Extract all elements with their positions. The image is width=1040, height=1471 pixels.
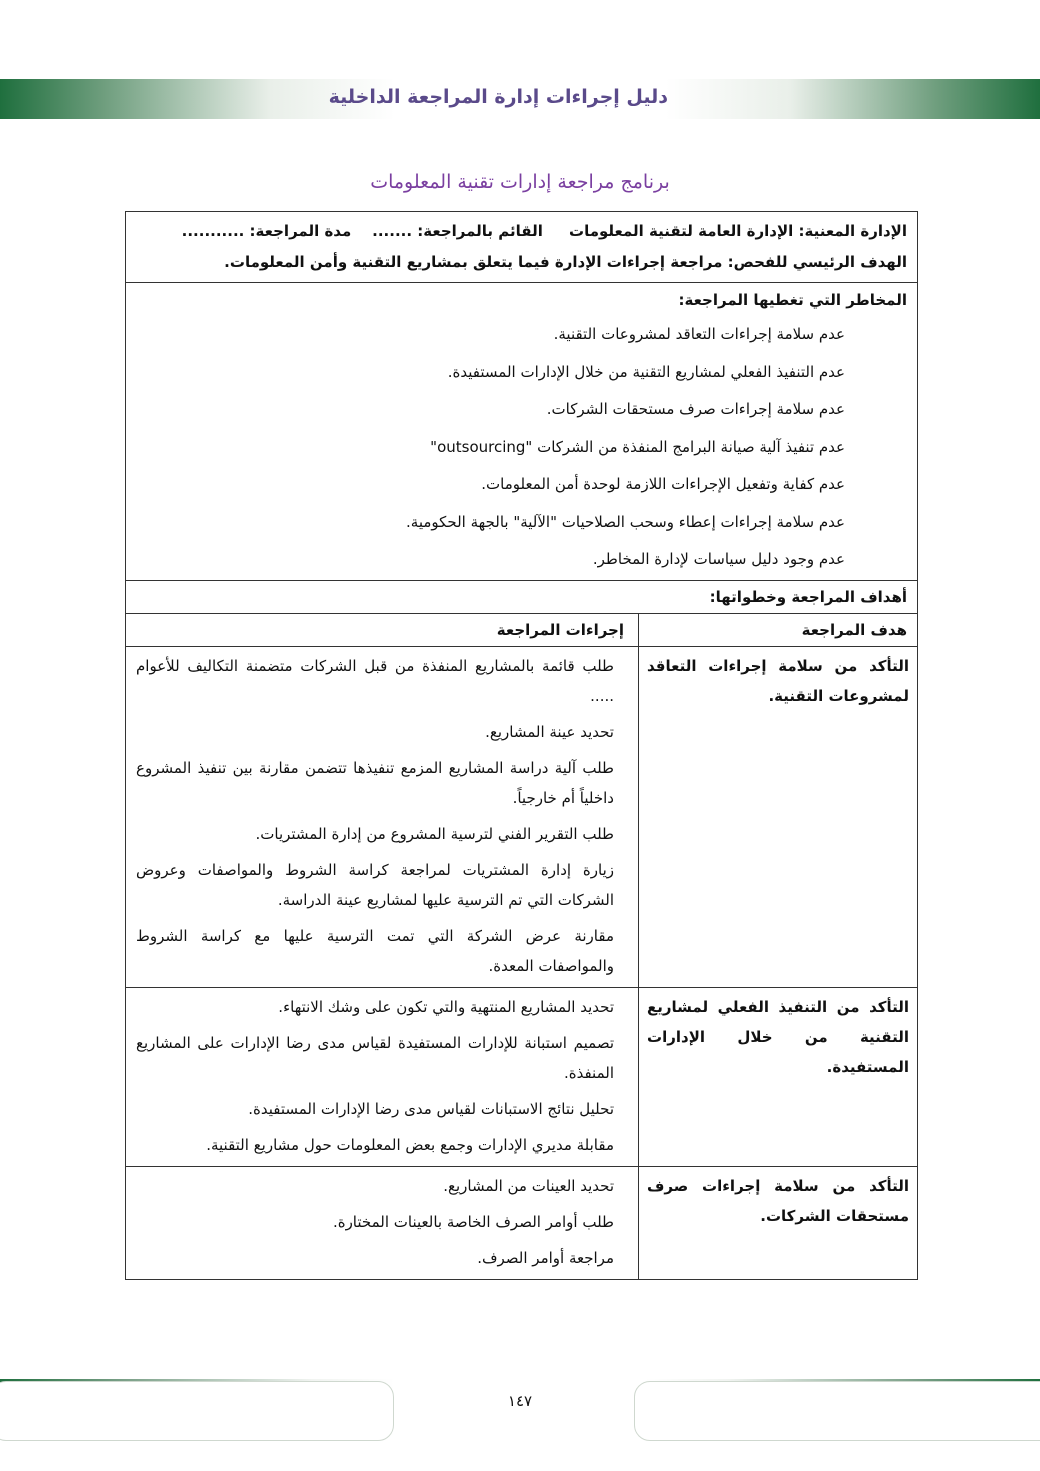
- risk-item: عدم التنفيذ الفعلي لمشاريع التقنية من خلال الإدارات المستفيدة.: [447, 362, 845, 381]
- procedure-item: طلب قائمة بالمشاريع المنفذة من قبل الشركات متضمنة التكاليف للأعوام .....: [136, 656, 614, 705]
- info-row: [126, 212, 918, 283]
- risk-item: عدم تنفيذ آلية صيانة البرامج المنفذة من الشركات "outsourcing": [430, 437, 845, 456]
- column-header-objective: هدف المراجعة: [639, 613, 918, 646]
- procedure-item: طلب التقرير الفني لترسية المشروع من إدارة المشتريات.: [255, 824, 614, 843]
- procedure-item: مقابلة مديري الإدارات وجمع بعض المعلومات حول مشاريع التقنية.: [206, 1135, 614, 1154]
- risk-item: عدم وجود دليل سياسات لإدارة المخاطر.: [592, 550, 845, 568]
- risk-item: عدم سلامة إجراءات صرف مستحقات الشركات.: [546, 400, 845, 418]
- procedures-cell: [126, 987, 639, 1166]
- audit-program-table: [125, 211, 918, 1280]
- objective-row: [126, 987, 918, 1166]
- risk-item: عدم سلامة إجراءات إعطاء وسحب الصلاحيات "الآلية" بالجهة الحكومية.: [406, 512, 845, 531]
- procedure-item: مقارنة عرض الشركة التي تمت الترسية عليها مع كراسة الشروط والمواصفات المعدة.: [136, 926, 614, 975]
- objective-row: [126, 646, 918, 987]
- objectives-title: أهداف المراجعة وخطواتها:: [126, 580, 918, 613]
- header-title: دليل إجراءات إدارة المراجعة الداخلية: [328, 86, 668, 108]
- procedure-item: زيارة إدارة المشتريات لمراجعة كراسة الشروط والمواصفات وعروض الشركات التي تم الترسية عليها لمشاريع عينة الدراسة.: [136, 860, 614, 909]
- risk-item: عدم سلامة إجراءات التعاقد لمشروعات التقنية.: [553, 325, 845, 343]
- column-header-procedures: إجراءات المراجعة: [126, 613, 639, 646]
- procedures-cell: [126, 646, 639, 987]
- procedure-item: مراجعة أوامر الصرف.: [477, 1248, 614, 1267]
- objective-row: [126, 1166, 918, 1279]
- procedure-item: تحليل نتائج الاستبانات لقياس مدى رضا الإدارات المستفيدة.: [248, 1099, 614, 1118]
- risks-cell: [126, 283, 918, 581]
- procedure-item: طلب أوامر الصرف الخاصة بالعينات المختارة.: [332, 1212, 614, 1231]
- page-title: برنامج مراجعة إدارات تقنية المعلومات: [370, 171, 670, 193]
- objective-cell: التأكد من سلامة إجراءات التعاقد لمشروعات التقنية.: [639, 646, 918, 987]
- page-number: ١٤٧: [507, 1392, 533, 1410]
- info-line-1: الإدارة المعنية: الإدارة العامة لتقنية المعلومات القائم بالمراجعة: ....... مدة المراجعة: ...........: [181, 222, 907, 240]
- column-header-row: [126, 613, 918, 646]
- risk-item: عدم كفاية وتفعيل الإجراءات اللازمة لوحدة أمن المعلومات.: [481, 475, 845, 493]
- info-line-2: الهدف الرئيسي للفحص: مراجعة إجراءات الإدارة فيما يتعلق بمشاريع التقنية وأمن المعلومات.: [224, 253, 907, 271]
- procedure-item: تحديد عينة المشاريع.: [485, 722, 614, 741]
- procedure-item: تحديد العينات من المشاريع.: [443, 1176, 614, 1195]
- objective-cell: التأكد من التنفيذ الفعلي لمشاريع التقنية من خلال الإدارات المستفيدة.: [639, 987, 918, 1166]
- risks-title: المخاطر التي تغطيها المراجعة:: [678, 291, 907, 309]
- procedures-cell: [126, 1166, 639, 1279]
- procedure-item: تحديد المشاريع المنتهية والتي تكون على وشك الانتهاء.: [278, 997, 614, 1016]
- info-cell: [126, 212, 918, 283]
- objectives-title-row: [126, 580, 918, 613]
- procedure-item: طلب آلية دراسة المشاريع المزمع تنفيذها تتضمن مقارنة بين تنفيذ المشروع داخلياً أم خارجياً.: [136, 758, 614, 807]
- objective-cell: التأكد من سلامة إجراءات صرف مستحقات الشركات.: [639, 1166, 918, 1279]
- footer-right-box: [634, 1381, 1040, 1441]
- footer-left-box: [0, 1381, 394, 1441]
- risks-row: [126, 283, 918, 581]
- procedure-item: تصميم استبانة للإدارات المستفيدة لقياس مدى رضا الإدارات على المشاريع المنفذة.: [136, 1033, 614, 1082]
